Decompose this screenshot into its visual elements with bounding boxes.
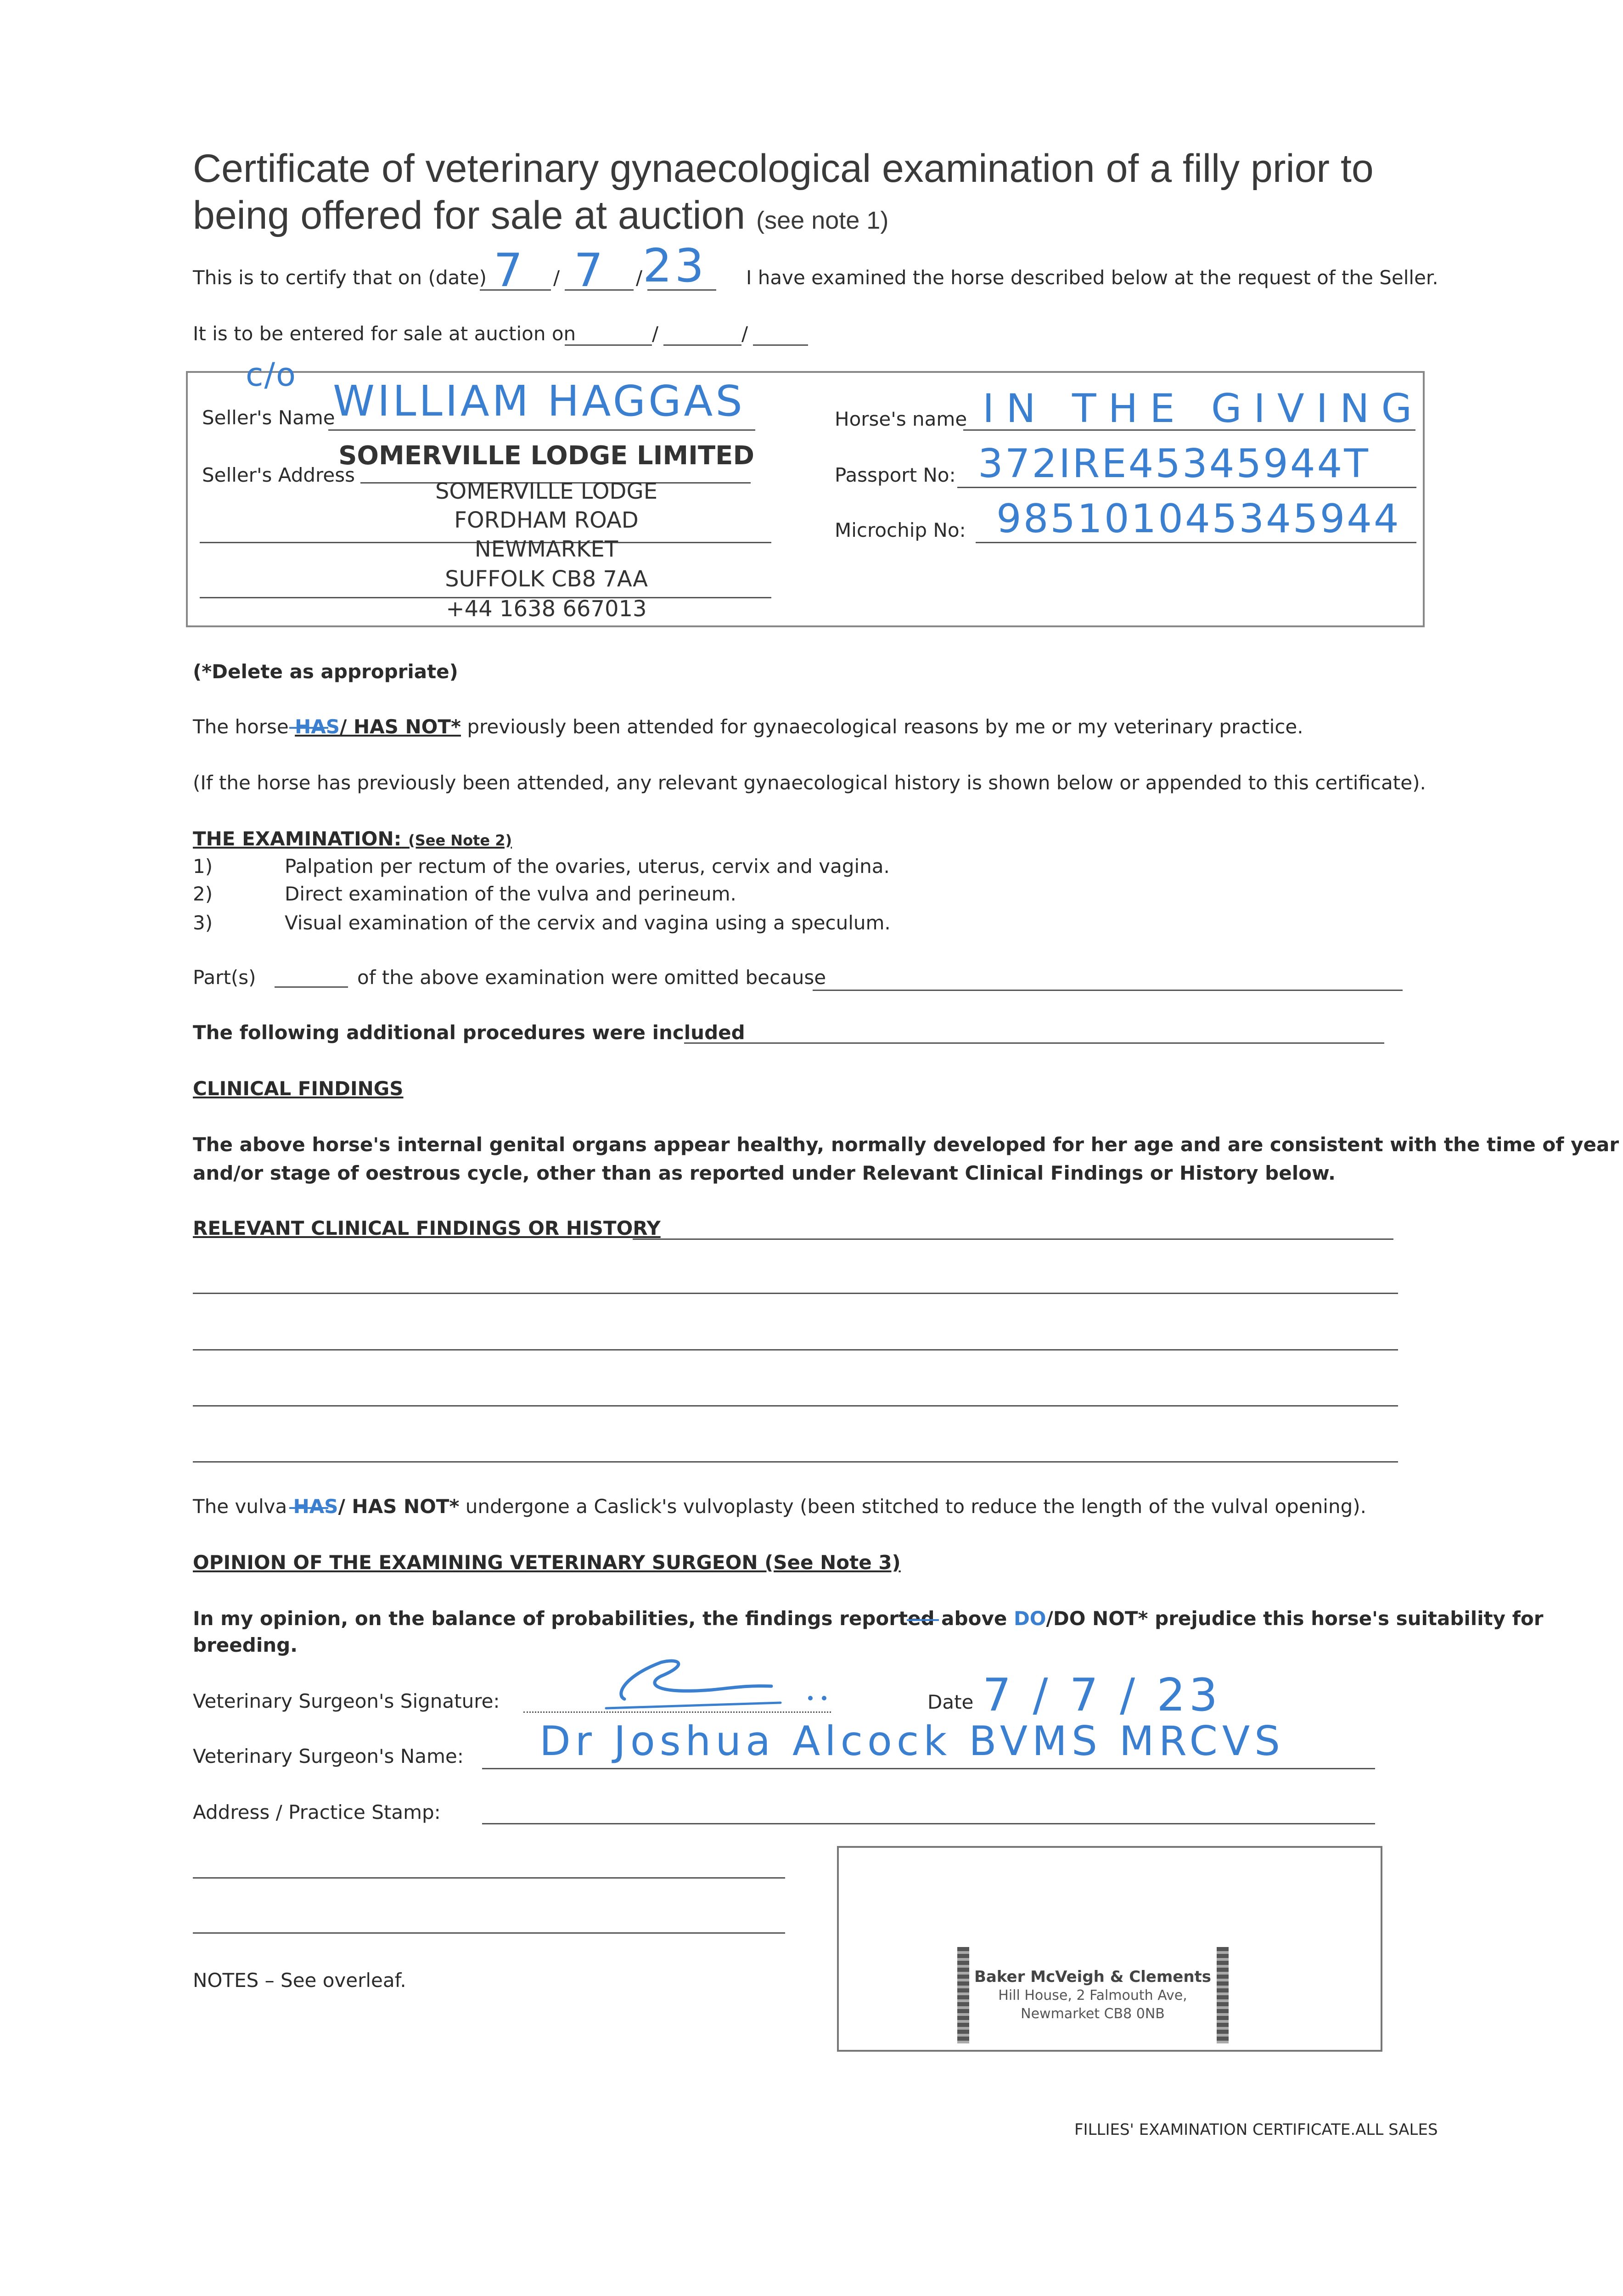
vet-name-line (482, 1768, 1375, 1769)
page-title-line-2 (193, 193, 888, 238)
omitted-middle: of the above examination were omitted because (357, 966, 826, 989)
vet-signature-image (597, 1644, 836, 1717)
vulva-suffix: undergone a Caslick's vulvoplasty (been stitched to reduce the length of the vulval opening). (465, 1495, 1366, 1518)
examination-heading-note: (See Note 2) (408, 832, 512, 849)
address-line-5: SUFFOLK CB8 7AA (445, 566, 648, 592)
stamp-left-bar (957, 1947, 969, 2043)
date-slash-1: / (553, 266, 560, 289)
delete-note: (*Delete as appropriate) (193, 660, 458, 683)
horse-name-label: Horse's name (835, 408, 967, 430)
vet-name-value: Dr Joshua Alcock BVMS MRCVS (539, 1717, 1285, 1765)
relevant-line-5 (193, 1461, 1398, 1463)
date-month-value: 7 (574, 243, 606, 297)
relevant-heading: RELEVANT CLINICAL FINDINGS OR HISTORY (193, 1217, 661, 1239)
address-line-a (193, 1877, 785, 1879)
title-note: (see note 1) (756, 207, 889, 234)
address-line-3: FORDHAM ROAD (454, 507, 639, 533)
exam-item-2-text: Direct examination of the vulva and perineum. (285, 883, 736, 905)
certify-suffix: I have examined the horse described below at the request of the Seller. (746, 266, 1438, 289)
footer-text: FILLIES' EXAMINATION CERTIFICATE.ALL SALES (1074, 2121, 1438, 2139)
auction-day-line (565, 344, 652, 346)
microchip-label: Microchip No: (835, 519, 966, 541)
auction-month-line (663, 344, 741, 346)
signature-label: Veterinary Surgeon's Signature: (193, 1690, 500, 1712)
vulva-strikethrough (289, 1507, 328, 1509)
seller-name-annotation: c/o (246, 356, 297, 394)
attended-prefix: The horse (193, 715, 289, 738)
seller-name-line (328, 429, 755, 431)
vulva-kept: / HAS NOT* (338, 1495, 460, 1518)
address-line-4: NEWMARKET (474, 536, 618, 562)
page-title-line-1: Certificate of veterinary gynaecological examination of a filly prior to (193, 146, 1374, 191)
seller-name-label: Seller's Name (202, 406, 335, 429)
passport-value: 372IRE45345944T (978, 441, 1370, 487)
address-line-2: SOMERVILLE LODGE (435, 478, 658, 504)
stamp-address-line-2: Newmarket CB8 0NB (1021, 2006, 1165, 2022)
auction-slash-2: / (741, 322, 748, 345)
opinion-line-2: breeding. (193, 1634, 298, 1656)
seller-name-value: WILLIAM HAGGAS (333, 377, 745, 426)
passport-label: Passport No: (835, 464, 956, 486)
history-note: (If the horse has previously been attended, any relevant gynaecological history is shown below or appended to this certificate). (193, 771, 1426, 794)
passport-line (957, 487, 1416, 488)
omitted-reason-line (813, 990, 1403, 991)
vet-name-label: Veterinary Surgeon's Name: (193, 1745, 464, 1767)
exam-item-1-text: Palpation per rectum of the ovaries, uterus, cervix and vagina. (285, 855, 890, 878)
opinion-struck: DO (1013, 1607, 1046, 1630)
address-line-b (193, 1932, 785, 1934)
omitted-parts-line (275, 986, 348, 988)
additional-procedures: The following additional procedures were included (193, 1021, 745, 1044)
attended-suffix: previously been attended for gynaecological reasons by me or my veterinary practice. (467, 715, 1303, 738)
opinion-sentence (193, 1607, 1543, 1630)
relevant-line-3 (193, 1349, 1398, 1351)
horse-name-value: IN THE GIVING (983, 386, 1424, 432)
auction-year-line (753, 344, 808, 346)
title-main: being offered for sale at auction (193, 193, 746, 237)
address-stamp-label: Address / Practice Stamp: (193, 1801, 441, 1823)
vulva-struck: HAS (293, 1495, 338, 1518)
opinion-strikethrough (907, 1619, 939, 1621)
date-year-value: 23 (643, 239, 707, 293)
stamp-right-bar (1217, 1947, 1229, 2043)
address-stamp-line (482, 1823, 1375, 1824)
stamp-address-line-1: Hill House, 2 Falmouth Ave, (998, 1987, 1187, 2003)
examination-heading (193, 827, 512, 850)
attended-strikethrough (289, 727, 328, 729)
stamp-practice-name: Baker McVeigh & Clements (974, 1968, 1212, 1986)
vulva-sentence (193, 1495, 1366, 1518)
date-day-value: 7 (494, 243, 526, 297)
exam-item-2-num: 2) (193, 883, 213, 905)
microchip-value: 985101045345944 (996, 496, 1401, 542)
microchip-line (976, 542, 1416, 543)
exam-item-1-num: 1) (193, 855, 213, 878)
certify-prefix: This is to certify that on (date) (193, 266, 487, 289)
address-line-1: SOMERVILLE LODGE LIMITED (338, 441, 754, 471)
notes-text: NOTES – See overleaf. (193, 1969, 406, 1992)
opinion-prefix: In my opinion, on the balance of probabilities, the findings reported above (193, 1607, 1007, 1630)
relevant-line-4 (193, 1405, 1398, 1407)
attended-kept: / HAS NOT* (340, 715, 461, 738)
omitted-prefix: Part(s) (193, 966, 256, 989)
address-line-6: +44 1638 667013 (446, 596, 647, 622)
relevant-line-2 (193, 1293, 1398, 1294)
opinion-kept: /DO NOT* prejudice this horse's suitability for (1046, 1607, 1544, 1630)
auction-text: It is to be entered for sale at auction on (193, 322, 576, 345)
additional-line (684, 1042, 1384, 1044)
vulva-prefix: The vulva (193, 1495, 287, 1518)
attended-struck: HAS (295, 715, 340, 738)
auction-slash-1: / (652, 322, 659, 345)
sign-date-label: Date (927, 1691, 974, 1713)
exam-item-3-text: Visual examination of the cervix and vagina using a speculum. (285, 912, 891, 934)
relevant-line-1 (633, 1238, 1393, 1240)
clinical-text-2: and/or stage of oestrous cycle, other than as reported under Relevant Clinical Findings or History below. (193, 1162, 1336, 1184)
attended-sentence (193, 715, 1303, 738)
clinical-heading: CLINICAL FINDINGS (193, 1077, 404, 1100)
sign-date-value: 7 / 7 / 23 (983, 1669, 1222, 1722)
exam-item-3-num: 3) (193, 912, 213, 934)
opinion-heading: OPINION OF THE EXAMINING VETERINARY SURGEON (See Note 3) (193, 1551, 901, 1574)
seller-address-label: Seller's Address (202, 464, 355, 486)
date-slash-2: / (636, 266, 643, 289)
clinical-text-1: The above horse's internal genital organs appear healthy, normally developed for her age and are consistent with the time of year (193, 1133, 1619, 1156)
examination-heading-text: THE EXAMINATION: (193, 827, 402, 850)
